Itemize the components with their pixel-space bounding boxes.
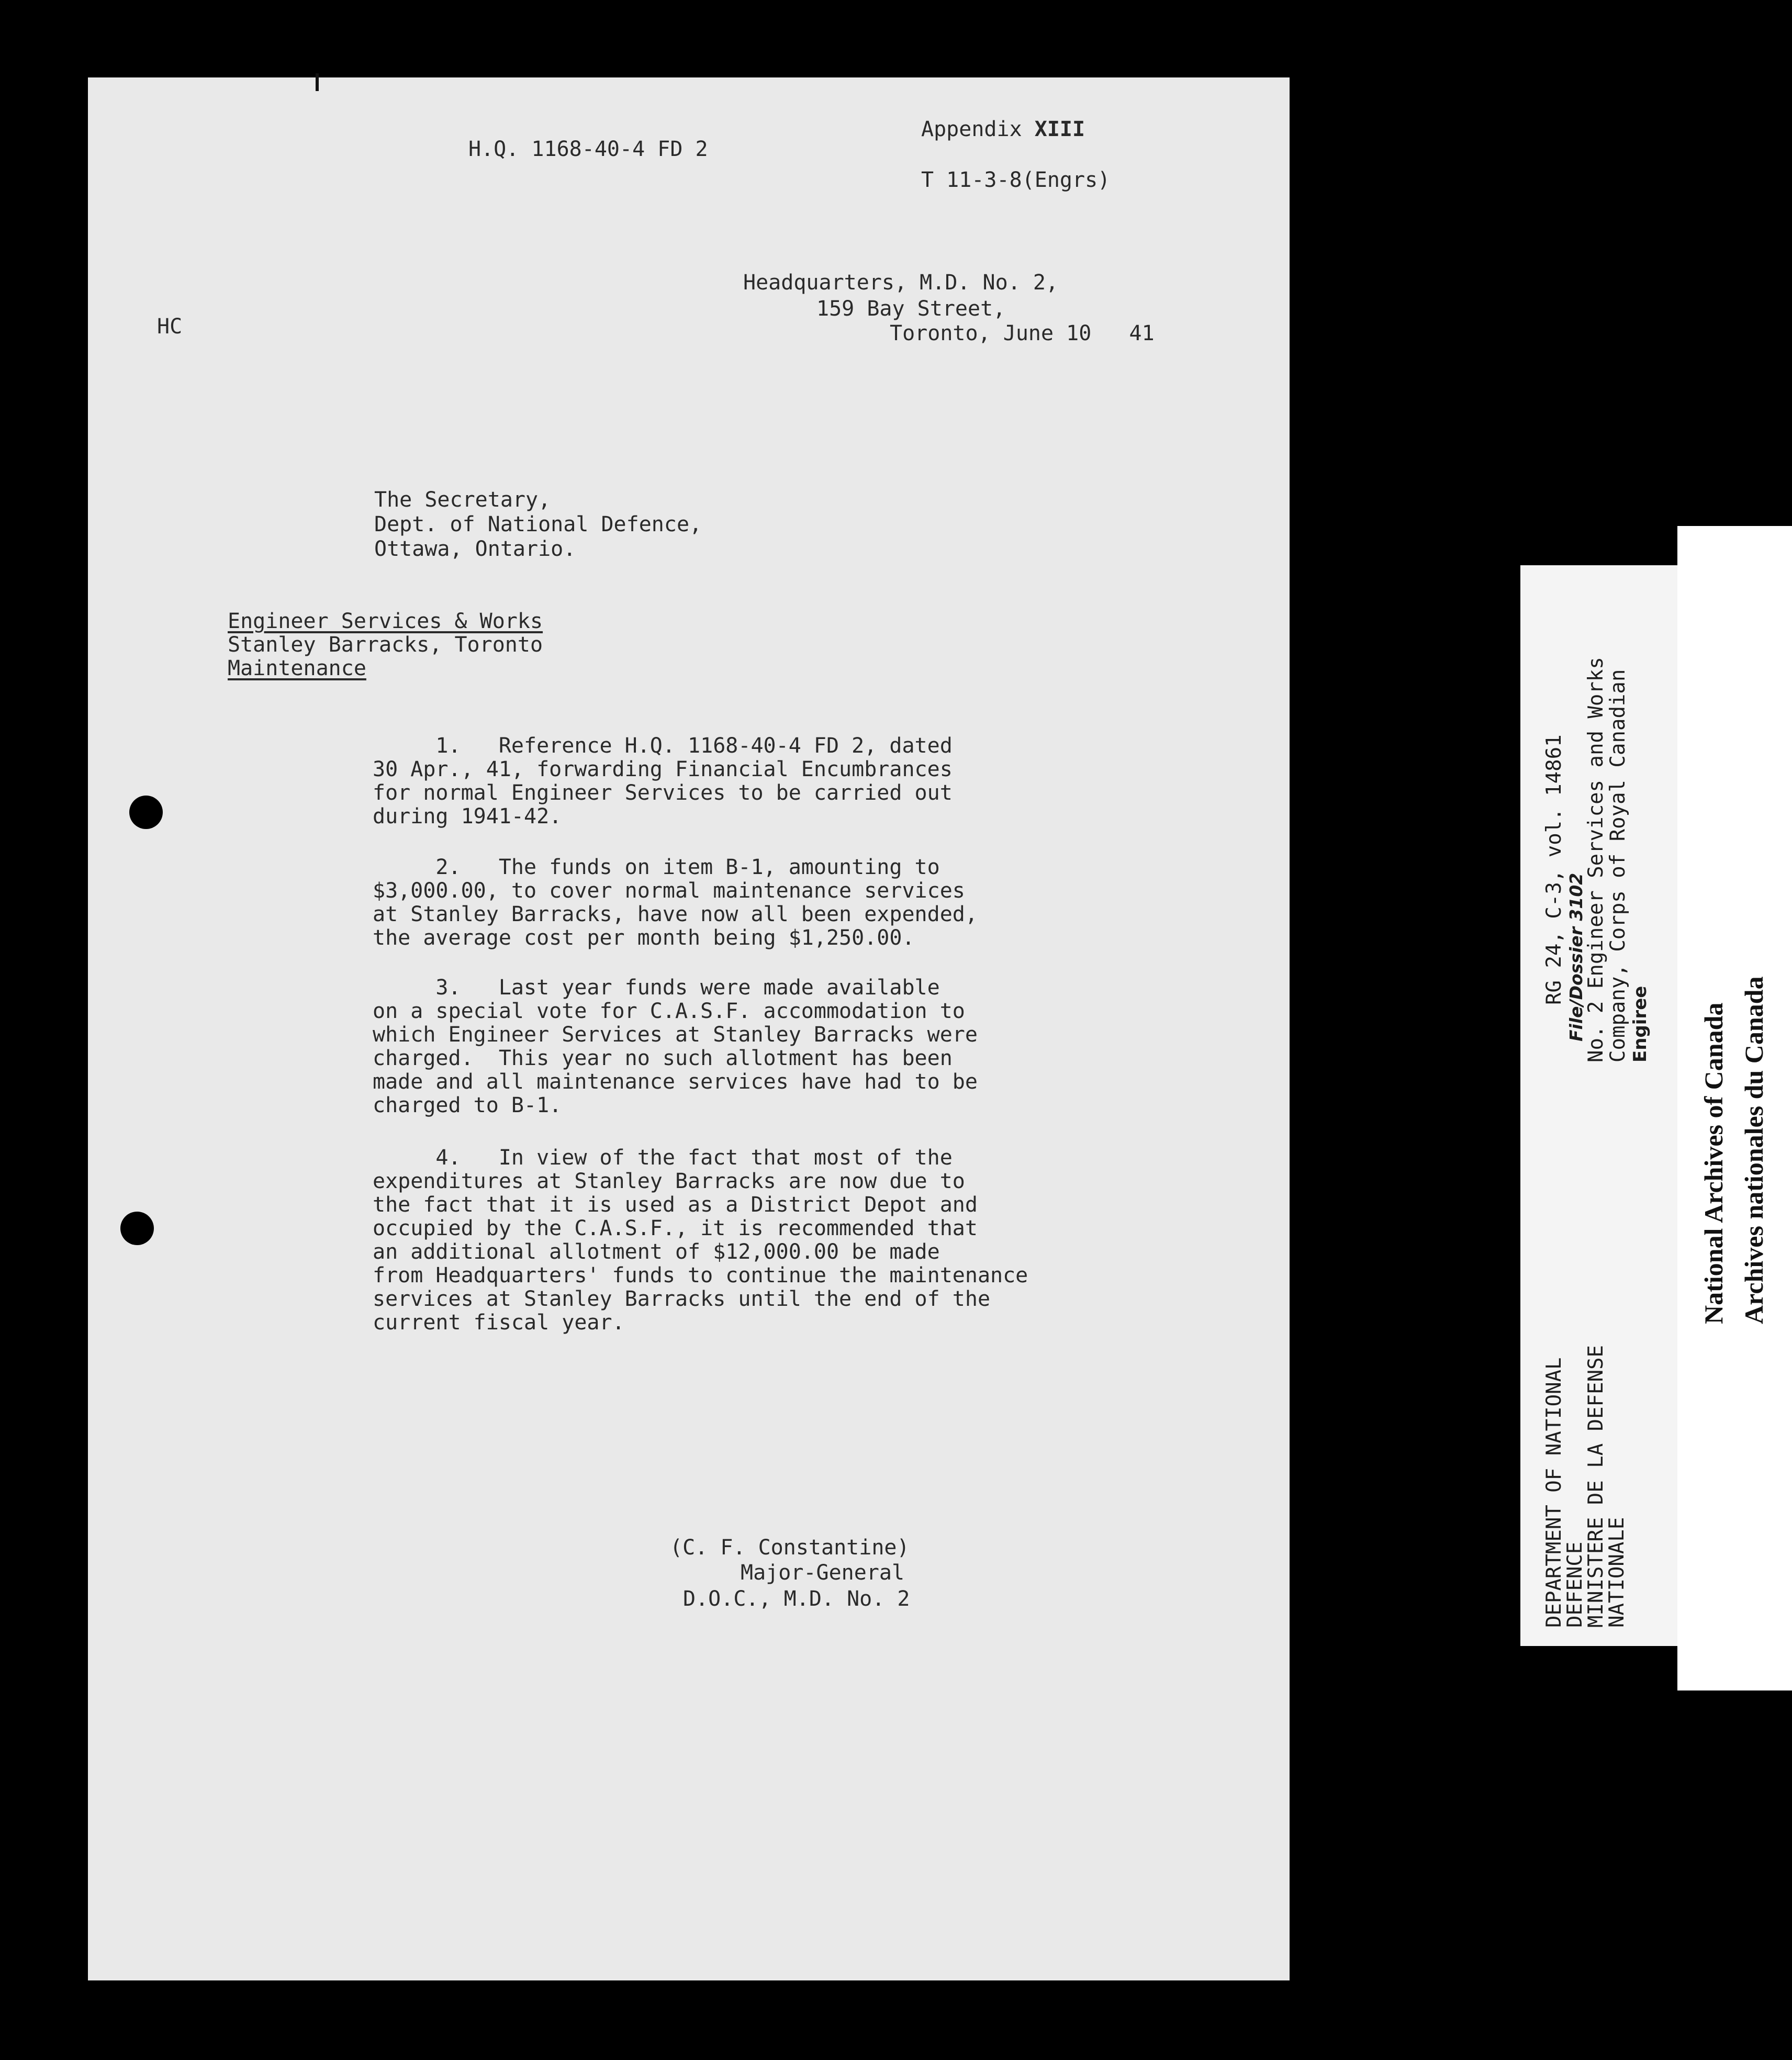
initials: HC [157, 315, 183, 339]
recipient-line: Ottawa, Ontario. [374, 537, 576, 561]
description-line: No. 2 Engineer Services and Works [1584, 657, 1608, 1062]
description-line: Company, Corps of Royal Canadian [1606, 669, 1630, 1062]
address-line: Headquarters, M.D. No. 2, [743, 271, 1059, 295]
appendix-heading [921, 118, 1085, 141]
department-line: DEPARTMENT OF NATIONAL [1542, 1357, 1566, 1628]
file-dossier-handwritten: File/Dossier 3102 [1566, 872, 1586, 1042]
paragraph-line: 1. Reference H.Q. 1168-40-4 FD 2, dated [373, 734, 953, 758]
paragraph-line: services at Stanley Barracks until the end of the [373, 1287, 991, 1311]
paragraph-line: expenditures at Stanley Barracks are now due to [373, 1169, 965, 1193]
paragraph-line: the average cost per month being $1,250.00. [373, 926, 915, 950]
file-reference: H.Q. 1168-40-4 FD 2 [468, 137, 708, 161]
staple-mark [316, 73, 319, 91]
paragraph-line: 2. The funds on item B-1, amounting to [373, 855, 940, 879]
paragraph-line: for normal Engineer Services to be carried out [373, 781, 953, 805]
punch-hole-upper [129, 796, 163, 829]
paragraph-line: current fiscal year. [373, 1311, 625, 1335]
archive-stamp-en: National Archives of Canada [1699, 1002, 1728, 1324]
recipient-line: The Secretary, [374, 488, 551, 512]
paragraph-line: from Headquarters' funds to continue the maintenance [373, 1263, 1028, 1287]
paragraph-line: which Engineer Services at Stanley Barracks were [373, 1023, 978, 1047]
paragraph-line: an additional allotment of $12,000.00 be made [373, 1240, 940, 1264]
secondary-reference: T 11-3-8(Engrs) [921, 168, 1111, 192]
recipient-line: Dept. of National Defence, [374, 512, 702, 536]
subject-line: Engineer Services & Works [228, 609, 543, 633]
paragraph-line: the fact that it is used as a District Depot and [373, 1193, 978, 1217]
paragraph-line: charged. This year no such allotment has been [373, 1046, 953, 1070]
appendix-number: XIII [1034, 117, 1085, 141]
punch-hole-lower [120, 1212, 154, 1245]
paragraph-line: charged to B-1. [373, 1093, 562, 1117]
subject-line: Stanley Barracks, Toronto [228, 633, 543, 657]
department-line: DEFENCE [1563, 1541, 1587, 1628]
paragraph-line: 3. Last year funds were made available [373, 976, 940, 1000]
paragraph-line: during 1941-42. [373, 804, 562, 829]
description-line: Engiree [1630, 986, 1651, 1062]
department-line: NATIONALE [1605, 1517, 1629, 1628]
paragraph-line: 30 Apr., 41, forwarding Financial Encumbrances [373, 757, 953, 781]
address-line: 159 Bay Street, [816, 297, 1006, 321]
signatory-name: (C. F. Constantine) [670, 1536, 910, 1560]
appendix-label: Appendix [921, 117, 1022, 141]
signatory-title: D.O.C., M.D. No. 2 [683, 1587, 910, 1611]
signatory-rank: Major-General [741, 1561, 905, 1585]
paragraph-line: at Stanley Barracks, have now all been expended, [373, 902, 978, 926]
paragraph-line: on a special vote for C.A.S.F. accommodation to [373, 999, 965, 1023]
paragraph-line: 4. In view of the fact that most of the [373, 1146, 953, 1170]
archive-reference: RG 24, C-3, vol. 14861 [1542, 734, 1566, 1005]
address-line: Toronto, June 10 41 [890, 321, 1155, 345]
archive-stamp-fr: Archives nationales du Canada [1739, 976, 1768, 1324]
subject-line: Maintenance [228, 656, 366, 680]
paragraph-line: made and all maintenance services have had to be [373, 1070, 978, 1094]
department-line: MINISTERE DE LA DEFENSE [1584, 1345, 1608, 1628]
paragraph-line: $3,000.00, to cover normal maintenance services [373, 879, 965, 903]
paragraph-line: occupied by the C.A.S.F., it is recommended that [373, 1216, 978, 1240]
